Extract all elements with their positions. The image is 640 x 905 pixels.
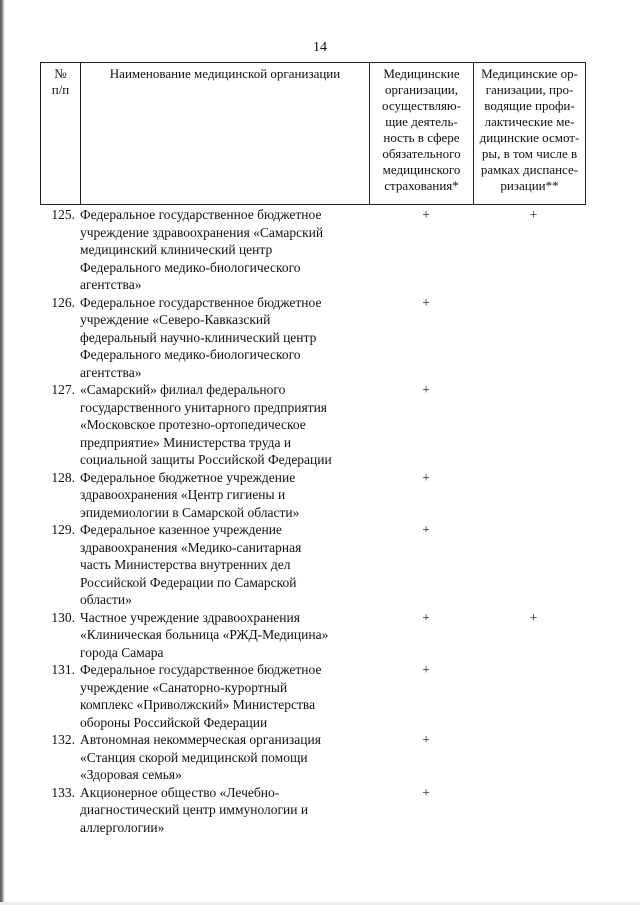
header-name-cell	[81, 63, 370, 205]
header-text-line: организации,	[384, 82, 459, 97]
table-row	[40, 521, 585, 609]
row-number: 129.	[51, 522, 75, 537]
table-row	[40, 784, 585, 837]
organization-name-line: Автономная некоммерческая организация	[80, 732, 321, 747]
oms-participation-mark: +	[422, 294, 430, 310]
organization-name-line: агентства»	[80, 277, 142, 292]
oms-participation-mark: +	[422, 609, 430, 625]
organization-name-line: Федеральное бюджетное учреждение	[80, 469, 296, 485]
header-text-line: обязательного	[382, 146, 461, 161]
row-number: 126.	[51, 294, 75, 310]
organization-name	[80, 609, 370, 662]
header-text-line: Медицинские ор-	[481, 66, 578, 81]
oms-participation-mark: +	[422, 662, 430, 677]
oms-participation-mark: +	[422, 207, 430, 222]
header-text-line: п/п	[51, 82, 70, 97]
header-text-line: щие деятель-	[385, 114, 458, 129]
organization-name-line: Российской Федерации по Самарской	[80, 574, 297, 590]
header-text-line: осуществляю-	[382, 98, 461, 113]
header-text-line: лактические ме-	[484, 114, 575, 129]
organization-name-line: диагностический центр иммунологии и	[80, 802, 309, 817]
header-text-line: ризации**	[500, 178, 559, 193]
table-row	[40, 731, 585, 784]
page-number: 14	[313, 40, 327, 55]
table-row	[40, 294, 585, 382]
organization-name-line: «Самарский» филиал федерального	[80, 382, 286, 397]
table-row	[40, 206, 585, 294]
table-row	[40, 609, 585, 662]
organization-name-line: Федеральное казенное учреждение	[80, 522, 282, 537]
row-number: 133.	[51, 784, 75, 800]
table-row	[40, 381, 585, 469]
header-oms-cell	[370, 63, 474, 205]
organization-name-line: учреждение «Северо-Кавказский	[80, 312, 271, 327]
organization-name-line: государственного унитарного предприятия	[80, 399, 328, 415]
header-text-line: медицинского	[382, 162, 461, 177]
header-text-line: Медицинские	[383, 66, 460, 81]
row-number: 125.	[51, 207, 75, 222]
organization-name-line: эпидемиологии в Самарской области»	[80, 504, 300, 520]
organization-name-line: Частное учреждение здравоохранения	[80, 609, 300, 625]
checkup-participation-mark	[482, 731, 585, 784]
checkup-participation-mark	[482, 784, 585, 837]
row-number: 127.	[51, 382, 75, 397]
row-number: 131.	[51, 662, 75, 677]
table-row	[40, 469, 585, 522]
organization-name	[80, 521, 370, 609]
organization-name-line: социальной защиты Российской Федерации	[80, 452, 332, 467]
header-text-line: страхования*	[384, 178, 459, 193]
organization-name-line: «Московское протезно-ортопедическое	[80, 417, 306, 432]
organization-name	[80, 469, 370, 522]
organization-name	[80, 381, 370, 469]
checkup-participation-mark	[482, 661, 585, 731]
organization-name-line: города Самара	[80, 644, 164, 660]
organization-name-line: Акционерное общество «Лечебно-	[80, 784, 280, 800]
organization-name-line: Федеральное государственное бюджетное	[80, 207, 322, 222]
organization-name-line: здравоохранения «Центр гигиены и	[80, 487, 286, 502]
organization-name	[80, 206, 370, 294]
organization-name-line: Федерального медико-биологического	[80, 347, 301, 362]
organization-name-line: медицинский клинический центр	[80, 242, 273, 257]
checkup-participation-mark	[482, 294, 585, 382]
table-header	[40, 62, 586, 205]
header-text-line: Наименование медицинской организации	[109, 66, 341, 81]
organization-name-line: часть Министерства внутренних дел	[80, 557, 291, 572]
organization-name-line: учреждение «Санаторно-курортный	[80, 679, 288, 695]
organization-name	[80, 784, 370, 837]
checkup-participation-mark	[482, 381, 585, 469]
row-number: 128.	[51, 469, 75, 485]
organization-name-line: агентства»	[80, 364, 142, 380]
header-text-line: водящие профи-	[484, 98, 575, 113]
organization-name-line: «Станция скорой медицинской помощи	[80, 749, 308, 765]
oms-participation-mark: +	[422, 522, 430, 537]
table-body	[40, 206, 585, 836]
table-row	[40, 661, 585, 731]
header-number-cell	[41, 63, 81, 205]
oms-participation-mark: +	[422, 469, 430, 485]
header-text-line: дицинские осмот-	[479, 130, 580, 145]
organization-name-line: здравоохранения «Медико-санитарная	[80, 539, 302, 555]
checkup-participation-mark	[482, 521, 585, 609]
scan-edge	[0, 0, 5, 905]
organization-name-line: Федерального медико-биологического	[80, 259, 301, 275]
organization-name-line: обороны Российской Федерации	[80, 714, 268, 730]
organization-name-line: аллергологии»	[80, 819, 165, 835]
organization-name-line: предприятие» Министерства труда и	[80, 434, 292, 450]
header-checkup-cell	[474, 63, 586, 205]
checkup-participation-mark	[482, 469, 585, 522]
header-text-line: ганизации, про-	[485, 82, 574, 97]
organization-name-line: федеральный научно-клинический центр	[80, 329, 317, 345]
organization-name-line: Федеральное государственное бюджетное	[80, 662, 322, 677]
row-number: 132.	[51, 732, 75, 747]
oms-participation-mark: +	[422, 382, 430, 397]
organization-name-line: комплекс «Приволжский» Министерства	[80, 697, 316, 712]
oms-participation-mark: +	[422, 784, 430, 800]
header-text-line: рамках диспансе-	[480, 162, 579, 177]
organization-name	[80, 294, 370, 382]
checkup-participation-mark: +	[529, 609, 538, 625]
organization-name	[80, 731, 370, 784]
header-text-line: ность в сфере	[383, 130, 460, 145]
organization-name-line: «Клиническая больница «РЖД-Медицина»	[80, 627, 329, 642]
organization-name-line: «Здоровая семья»	[80, 767, 182, 782]
organization-name-line: учреждение здравоохранения «Самарский	[80, 224, 324, 240]
organization-name-line: области»	[80, 592, 132, 607]
oms-participation-mark: +	[422, 732, 430, 747]
checkup-participation-mark: +	[529, 207, 538, 222]
organization-name	[80, 661, 370, 731]
organization-name-line: Федеральное государственное бюджетное	[80, 294, 322, 310]
header-text-line: №	[54, 66, 67, 81]
header-text-line: ры, в том числе в	[481, 146, 578, 161]
row-number: 130.	[51, 609, 75, 625]
